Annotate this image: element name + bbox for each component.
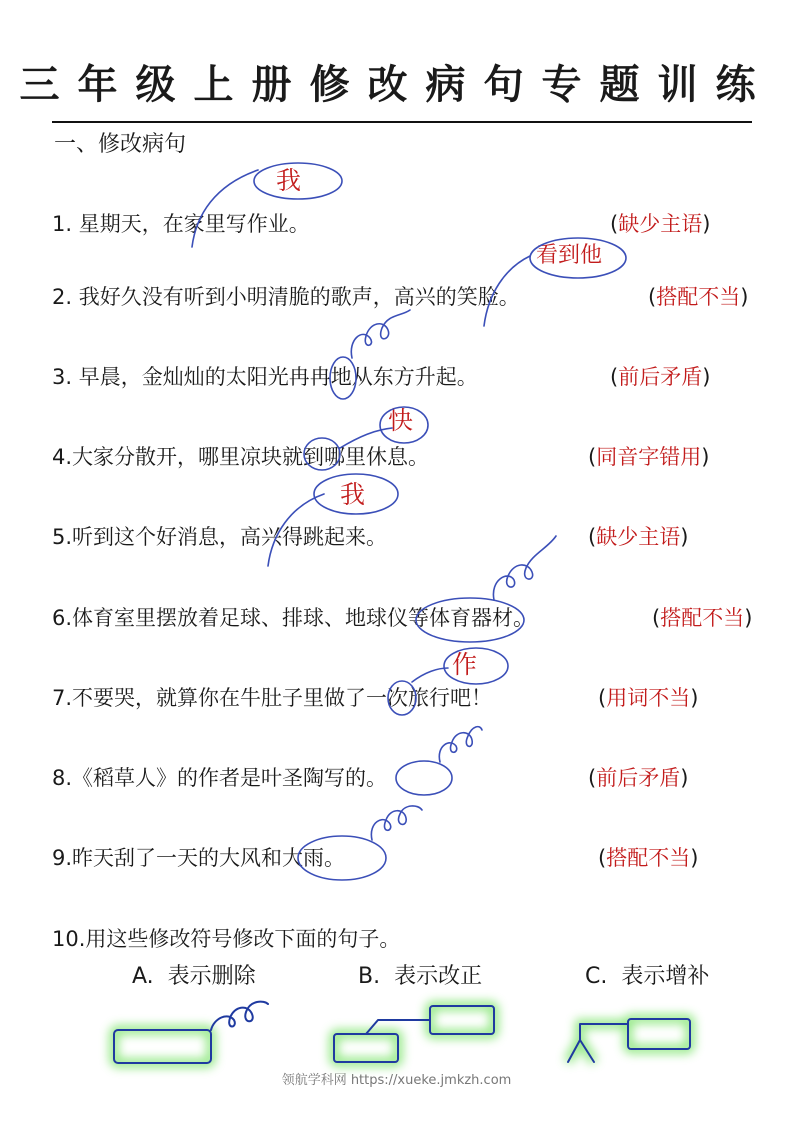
question-9: 9.昨天刮了一天的大风和大雨。 xyxy=(52,846,346,870)
insert-word-4: 快 xyxy=(388,406,414,435)
legend-b: B. 表示改正 xyxy=(358,964,483,989)
page-title: 三年级上册修改病句专题训练 xyxy=(19,62,774,108)
insert-word-7: 作 xyxy=(452,650,478,679)
correction-symbol-box-1 xyxy=(334,1034,398,1062)
answer-tag-8-text: 前后矛盾 xyxy=(596,766,681,790)
title-divider xyxy=(52,121,752,123)
delete-curl-3 xyxy=(351,310,410,358)
question-5: 5.听到这个好消息，高兴得跳起来。 xyxy=(52,525,388,549)
insert-word-1: 我 xyxy=(276,166,302,195)
answer-tag-6: (搭配不当) xyxy=(652,606,753,630)
question-2: 2. 我好久没有听到小明清脆的歌声，高兴的笑脸。 xyxy=(52,285,520,309)
answer-tag-7-text: 用词不当 xyxy=(606,686,691,710)
delete-curl-9 xyxy=(371,806,422,840)
correction-line-7 xyxy=(412,668,448,682)
legend-c: C. 表示增补 xyxy=(585,964,710,989)
question-7: 7.不要哭，就算你在牛肚子里做了一次旅行吧！ xyxy=(52,686,493,710)
answer-tag-7: (用词不当) xyxy=(598,686,699,710)
answer-tag-5-text: 缺少主语 xyxy=(596,525,681,549)
delete-symbol-curl xyxy=(211,1002,268,1030)
answer-tag-1: (缺少主语) xyxy=(610,212,711,236)
answer-tag-4: (同音字错用) xyxy=(588,445,710,469)
watermark: 领航学科网 https://xueke.jmkzh.com xyxy=(281,1073,512,1088)
insert-word-5: 我 xyxy=(340,480,366,509)
question-3: 3. 早晨，金灿灿的太阳光冉冉地从东方升起。 xyxy=(52,365,478,389)
question-8: 8.《稻草人》的作者是叶圣陶写的。 xyxy=(52,766,388,790)
legend-b-glow xyxy=(334,1034,398,1062)
question-1: 1. 星期天，在家里写作业。 xyxy=(52,212,310,236)
answer-tag-4-text: 同音字错用 xyxy=(596,445,702,469)
legend-a-glow xyxy=(114,1030,211,1063)
delete-symbol-box xyxy=(114,1030,211,1063)
insertion-symbol-box xyxy=(628,1019,690,1049)
answer-tag-5: (缺少主语) xyxy=(588,525,689,549)
answer-tag-2: (搭配不当) xyxy=(648,285,749,309)
correction-symbol-line xyxy=(366,1020,430,1034)
delete-curl-6 xyxy=(493,536,556,600)
answer-tag-9: (搭配不当) xyxy=(598,846,699,870)
answer-tag-8: (前后矛盾) xyxy=(588,766,689,790)
correction-symbol-box-2 xyxy=(430,1006,494,1034)
insert-word-2: 看到他 xyxy=(536,243,603,268)
question-10: 10.用这些修改符号修改下面的句子。 xyxy=(52,927,401,951)
answer-tag-3-text: 前后矛盾 xyxy=(618,365,703,389)
answer-tag-9-text: 搭配不当 xyxy=(606,846,691,870)
delete-circle-8 xyxy=(396,761,452,795)
legend-b-glow-2 xyxy=(430,1006,494,1034)
question-6: 6.体育室里摆放着足球、排球、地球仪等体育器材。 xyxy=(52,606,535,630)
section-heading: 一、修改病句 xyxy=(54,132,187,157)
insertion-symbol-caret xyxy=(568,1024,628,1062)
answer-tag-2-text: 搭配不当 xyxy=(656,285,741,309)
answer-tag-3: (前后矛盾) xyxy=(610,365,711,389)
question-4: 4.大家分散开，哪里凉块就到哪里休息。 xyxy=(52,445,430,469)
legend-c-glow xyxy=(628,1019,690,1049)
legend-a: A. 表示删除 xyxy=(132,964,256,989)
answer-tag-6-text: 搭配不当 xyxy=(660,606,745,630)
answer-tag-1-text: 缺少主语 xyxy=(618,212,703,236)
legend-c-glow-caret xyxy=(568,1024,628,1062)
delete-curl-8 xyxy=(439,727,482,762)
